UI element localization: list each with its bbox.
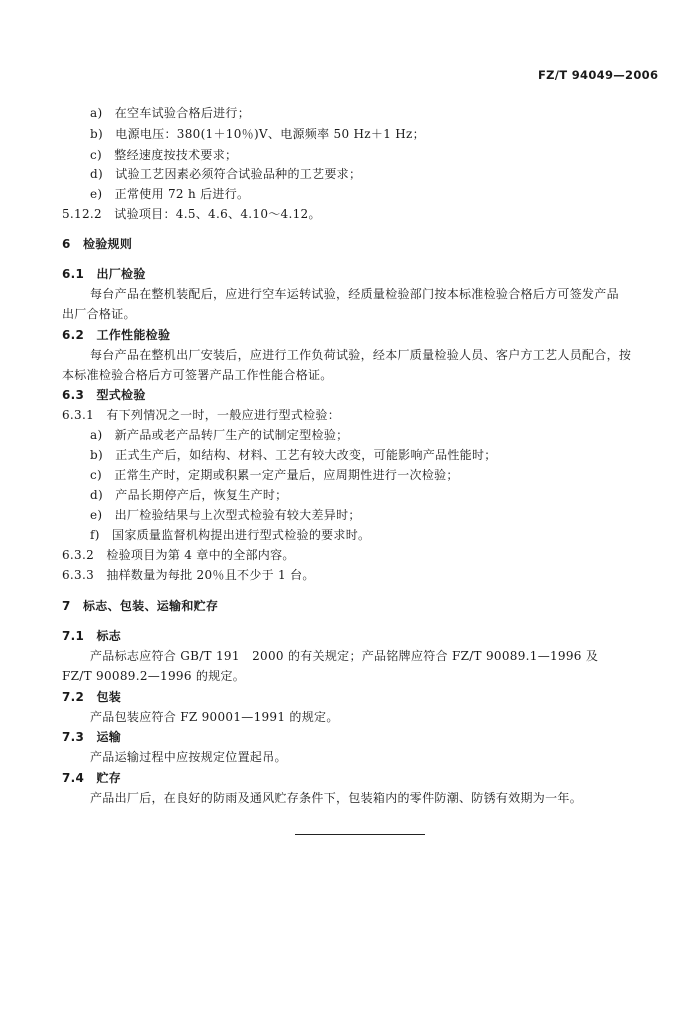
clause-heading-7-3: 7.3 运输 xyxy=(62,730,122,744)
clause-heading-7-2: 7.2 包装 xyxy=(62,690,122,704)
paragraph-text: 出厂合格证。 xyxy=(62,307,136,321)
paragraph-text: 本标准检验合格后方可签署产品工作性能合格证。 xyxy=(62,368,333,382)
clause-6-3-3: 6.3.3 抽样数量为每批 20％且不少于 1 台。 xyxy=(62,568,315,582)
clause-heading-6-3: 6.3 型式检验 xyxy=(62,388,146,402)
clause-6-3-2: 6.3.2 检验项目为第 4 章中的全部内容。 xyxy=(62,548,295,562)
list-item-a: a) 在空车试验合格后进行； xyxy=(90,106,251,120)
section-heading-7: 7 标志、包装、运输和贮存 xyxy=(62,599,219,613)
clause-heading-7-1: 7.1 标志 xyxy=(62,629,122,643)
paragraph-text: 产品出厂后，在良好的防雨及通风贮存条件下，包装箱内的零件防潮、防锈有效期为一年。 xyxy=(90,791,583,805)
clause-heading-6-2: 6.2 工作性能检验 xyxy=(62,328,171,342)
list-item-b: b) 正式生产后，如结构、材料、工艺有较大改变，可能影响产品性能时； xyxy=(90,448,497,462)
end-rule xyxy=(295,834,425,835)
clause-6-3-1: 6.3.1 有下列情况之一时，一般应进行型式检验： xyxy=(62,408,341,422)
section-heading-6: 6 检验规则 xyxy=(62,237,133,251)
list-item-b: b) 电源电压：380(1＋10％)V、电源频率 50 Hz＋1 Hz； xyxy=(90,127,425,141)
clause-heading-7-4: 7.4 贮存 xyxy=(62,771,122,785)
clause-5-12-2: 5.12.2 试验项目：4.5、4.6、4.10～4.12。 xyxy=(62,207,321,221)
list-item-d: d) 产品长期停产后，恢复生产时； xyxy=(90,488,288,502)
paragraph-text: 产品标志应符合 GB/T 191 2000 的有关规定；产品铭牌应符合 FZ/T 90089.1—1996 及 xyxy=(90,649,599,663)
paragraph-text: FZ/T 90089.2—1996 的规定。 xyxy=(62,669,246,683)
clause-heading-6-1: 6.1 出厂检验 xyxy=(62,267,146,281)
list-item-f: f) 国家质量监督机构提出进行型式检验的要求时。 xyxy=(90,528,371,542)
standard-code: FZ/T 94049—2006 xyxy=(538,68,659,82)
list-item-e: e) 出厂检验结果与上次型式检验有较大差异时； xyxy=(90,508,361,522)
paragraph-text: 每台产品在整机装配后，应进行空车运转试验，经质量检验部门按本标准检验合格后方可签发产品 xyxy=(90,287,619,301)
list-item-d: d) 试验工艺因素必须符合试验品种的工艺要求； xyxy=(90,167,362,181)
list-item-c: c) 整经速度按技术要求； xyxy=(90,148,238,162)
list-item-e: e) 正常使用 72 h 后进行。 xyxy=(90,187,250,201)
paragraph-text: 每台产品在整机出厂安装后，应进行工作负荷试验，经本厂质量检验人员、客户方工艺人员配合，按 xyxy=(90,348,632,362)
list-item-c: c) 正常生产时，定期或积累一定产量后，应周期性进行一次检验； xyxy=(90,468,459,482)
paragraph-text: 产品运输过程中应按规定位置起吊。 xyxy=(90,750,287,764)
list-item-a: a) 新产品或老产品转厂生产的试制定型检验； xyxy=(90,428,349,442)
paragraph-text: 产品包装应符合 FZ 90001—1991 的规定。 xyxy=(90,710,339,724)
